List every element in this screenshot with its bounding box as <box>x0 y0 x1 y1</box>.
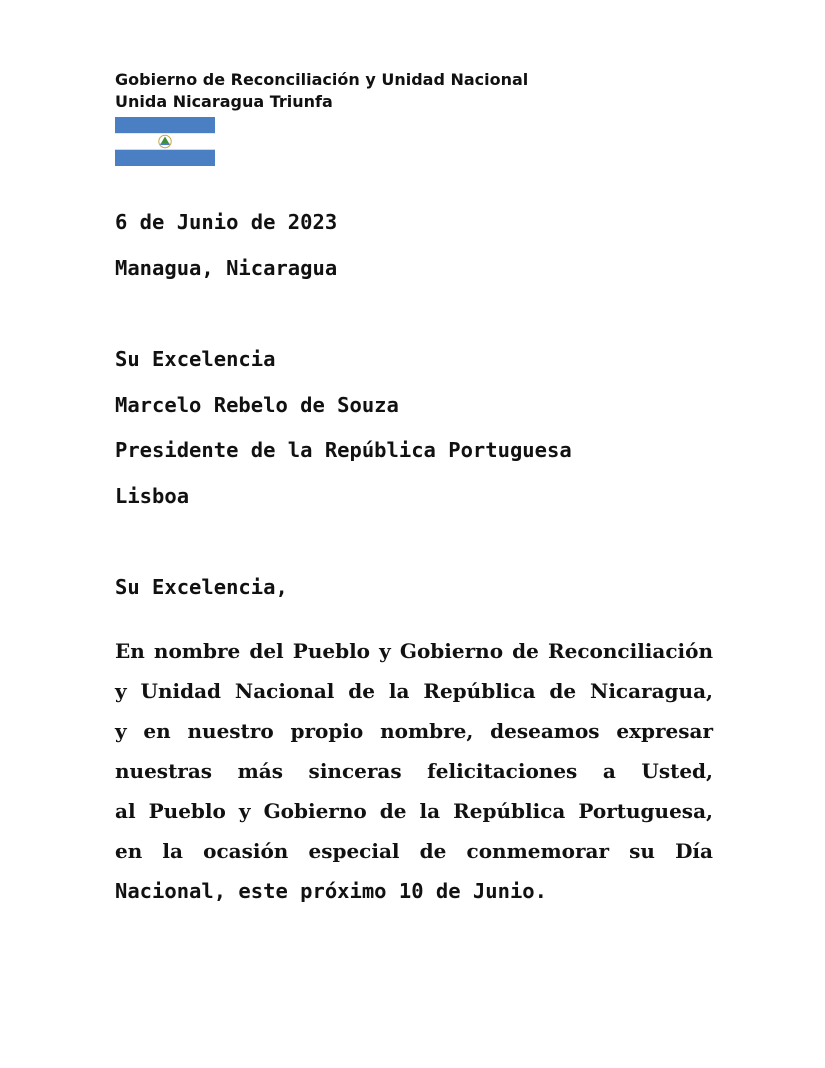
letterhead-government-name: Gobierno de Reconciliación y Unidad Nacional <box>115 70 529 89</box>
body-line: y en nuestro propio nombre, deseamos expresar <box>115 719 713 743</box>
body-line: y Unidad Nacional de la República de Nicaragua, <box>115 679 713 703</box>
recipient-name: Marcelo Rebelo de Souza <box>115 393 399 417</box>
body-line: En nombre del Pueblo y Gobierno de Reconciliación <box>115 639 713 663</box>
letter-body <box>115 631 713 911</box>
letterhead <box>115 69 528 113</box>
salutation: Su Excelencia, <box>115 575 288 599</box>
letter-place: Managua, Nicaragua <box>115 256 338 280</box>
recipient-title: Su Excelencia <box>115 347 276 371</box>
letterhead-slogan: Unida Nicaragua Triunfa <box>115 92 333 111</box>
recipient-city: Lisboa <box>115 484 190 508</box>
recipient-position: Presidente de la República Portuguesa <box>115 438 572 462</box>
body-line: en la ocasión especial de conmemorar su Día <box>115 839 713 863</box>
nicaragua-flag-icon <box>115 117 215 166</box>
body-line: Nacional, este próximo 10 de Junio. <box>115 879 547 903</box>
body-line: al Pueblo y Gobierno de la República Portuguesa, <box>115 799 713 823</box>
body-line: nuestras más sinceras felicitaciones a Usted, <box>115 759 713 783</box>
letter-date: 6 de Junio de 2023 <box>115 210 338 234</box>
